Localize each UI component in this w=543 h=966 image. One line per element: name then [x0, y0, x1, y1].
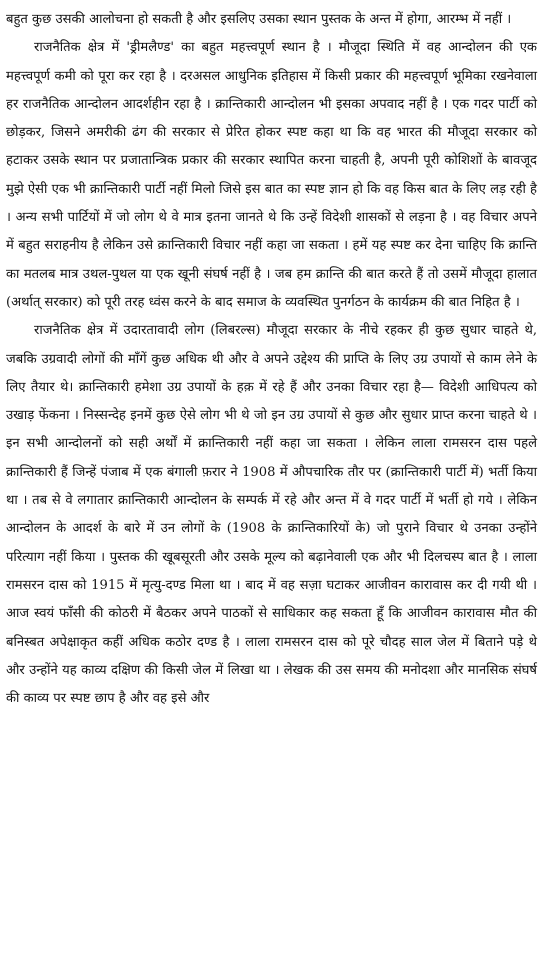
paragraph-dreamland: राजनैतिक क्षेत्र में 'ड्रीमलैण्ड' का बहुत महत्त्वपूर्ण स्थान है । मौजूदा स्थिति में वह आन्दोलन की एक महत्त्वपूर्ण कमी को पूरा कर रहा है । दरअसल आधुनिक इतिहास में किसी प्रकार की महत्त्वपूर्ण भूमिका रखनेवाला हर राजनैतिक आन्दोलन आदर्शहीन रहा है । क्रान्तिकारी आन्दोलन भी इसका अपवाद नहीं है । एक गदर पार्टी को छोड़कर, जिसने अमरीकी ढंग की सरकार से प्रेरित होकर स्पष्ट कहा था कि वह भारत की मौजूदा सरकार को हटाकर उसके स्थान पर प्रजातान्त्रिक प्रकार की सरकार स्थापित करना चाहती है, अपनी पूरी कोशिशों के बावजूद मुझे ऐसी एक भी क्रान्तिकारी पार्टी नहीं मिलो जिसे इस बात का स्पष्ट ज्ञान हो कि वह किस बात के लिए लड़ रही है । अन्य सभी पार्टियों में जो लोग थे वे मात्र इतना जानते थे कि उन्हें विदेशी शासकों से लड़ना है । वह विचार अपने में बहुत सराहनीय है लेकिन उसे क्रान्तिकारी विचार नहीं कहा जा सकता । हमें यह स्पष्ट कर देना चाहिए कि क्रान्ति का मतलब मात्र उथल-पुथल या एक खूनी संघर्ष नहीं है । जब हम क्रान्ति की बात करते हैं तो उसमें मौजूदा हालात (अर्थात् सरकार) को पूरी तरह ध्वंस करने के बाद समाज के व्यवस्थित पुनर्गठन के कार्यक्रम की बात निहित है । [6, 40, 537, 310]
paragraph-intro: बहुत कुछ उसकी आलोचना हो सकती है और इसलिए उसका स्थान पुस्तक के अन्त में होगा, आरम्भ में नहीं । [6, 12, 512, 27]
paragraph-liberals: राजनैतिक क्षेत्र में उदारतावादी लोग (लिबरल्स) मौजूदा सरकार के नीचे रहकर ही कुछ सुधार चाहते थे, जबकि उग्रवादी लोगों की माँगें कुछ अधिक थी और वे अपने उद्देश्य की प्राप्ति के लिए उग्र उपायों से काम लेने के लिए तैयार थे। क्रान्तिकारी हमेशा उग्र उपायों के हक़ में रहे हैं और उनका विचार रहा है— विदेशी आधिपत्य को उखाड़ फेंकना । निस्सन्देह इनमें कुछ ऐसे लोग भी थे जो इन उग्र उपायों से कुछ और सुधार प्राप्त करना चाहते थे । इन सभी आन्दोलनों को सही अर्थों में क्रान्तिकारी नहीं कहा जा सकता । लेकिन लाला रामसरन दास पहले क्रान्तिकारी हैं जिन्हें पंजाब में एक बंगाली फ़रार ने 1908 में औपचारिक तौर पर (क्रान्तिकारी पार्टी में) भर्ती किया था । तब से वे लगातार क्रान्तिकारी आन्दोलन के सम्पर्क में रहे और अन्त में वे गदर पार्टी में भर्ती हो गये । लेकिन आन्दोलन के आदर्श के बारे में उन लोगों के (1908 के क्रान्तिकारियों के) जो पुराने विचार थे उनका उन्होंने परित्याग नहीं किया । पुस्तक की खूबसूरती और उसके मूल्य को बढ़ानेवाली एक और भी दिलचस्प बात है । लाला रामसरन दास को 1915 में मृत्यु-दण्ड मिला था । बाद में वह सज़ा घटाकर आजीवन कारावास कर दी गयी थी । आज स्वयं फाँसी की कोठरी में बैठकर अपने पाठकों से साधिकार कह सकता हूँ कि आजीवन कारावास मौत की बनिस्बत अपेक्षाकृत कहीं अधिक कठोर दण्ड है । लाला रामसरन दास को पूरे चौदह साल जेल में बिताने पड़े थे और उन्होंने यह काव्य दक्षिण की किसी जेल में लिखा था । लेखक की उस समय की मनोदशा और मानसिक संघर्ष की काव्य पर स्पष्ट छाप है और वह इसे और [6, 323, 537, 707]
